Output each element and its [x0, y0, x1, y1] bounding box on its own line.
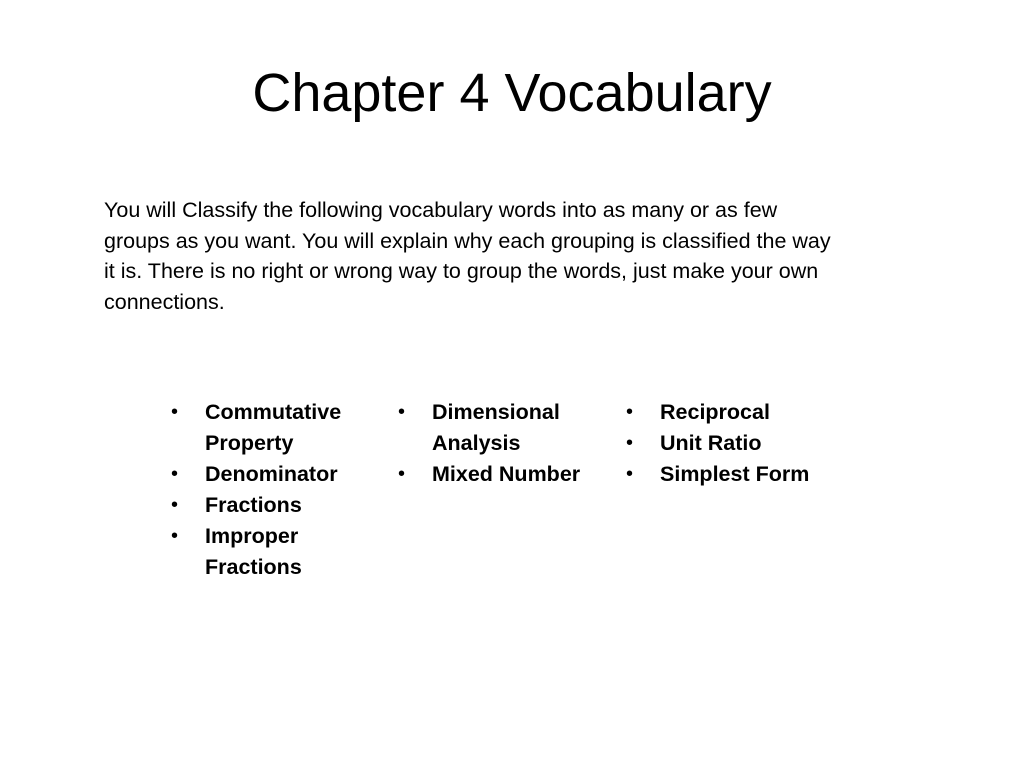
bullet-icon: •: [171, 463, 179, 485]
vocabulary-item: [626, 428, 856, 459]
vocabulary-term: Mixed Number: [432, 462, 581, 486]
vocabulary-term: Improper Fractions: [205, 524, 302, 579]
bullet-icon: •: [398, 463, 406, 485]
bullet-icon: •: [626, 463, 634, 485]
page-title: Chapter 4 Vocabulary: [252, 63, 772, 123]
vocabulary-item: [398, 397, 613, 459]
vocabulary-column-2: [398, 397, 613, 490]
instructions-line: You will Classify the following vocabulary words into as many or as few: [104, 198, 778, 222]
vocabulary-item: [171, 397, 361, 459]
bullet-icon: •: [171, 494, 179, 516]
vocabulary-item: [398, 459, 613, 490]
vocabulary-item: [171, 490, 361, 521]
vocabulary-item: [171, 459, 361, 490]
vocabulary-item: [171, 521, 361, 583]
bullet-icon: •: [398, 401, 406, 423]
vocabulary-term: Dimensional Analysis: [432, 400, 560, 455]
vocabulary-column-3: [626, 397, 856, 490]
bullet-icon: •: [171, 401, 179, 423]
vocabulary-term: Fractions: [205, 493, 302, 517]
vocabulary-item: [626, 459, 856, 490]
vocabulary-item: [626, 397, 856, 428]
instructions-line: it is. There is no right or wrong way to group the words, just make your own: [104, 259, 819, 283]
vocabulary-column-1: [171, 397, 361, 583]
vocabulary-term: Unit Ratio: [660, 431, 762, 455]
vocabulary-term: Reciprocal: [660, 400, 770, 424]
bullet-icon: •: [626, 432, 634, 454]
vocabulary-term: Denominator: [205, 462, 338, 486]
instructions-line: connections.: [104, 289, 225, 314]
bullet-icon: •: [626, 401, 634, 423]
vocabulary-term: Commutative Property: [205, 400, 342, 455]
instructions-paragraph: [104, 195, 904, 317]
instructions-line: groups as you want. You will explain why each grouping is classified the way: [104, 228, 831, 253]
vocabulary-term: Simplest Form: [660, 462, 810, 486]
bullet-icon: •: [171, 525, 179, 547]
